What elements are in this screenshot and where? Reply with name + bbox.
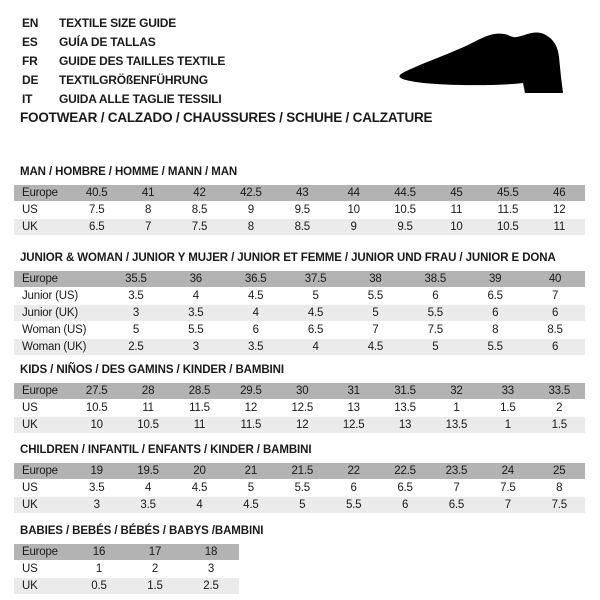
size-cell: 13.5 xyxy=(431,417,482,434)
size-cell: 43 xyxy=(277,185,328,202)
size-cell: 5 xyxy=(225,480,276,497)
size-cell: 41 xyxy=(122,185,173,202)
size-cell: 10.5 xyxy=(71,400,122,417)
size-cell: 1 xyxy=(431,400,482,417)
size-cell: 7 xyxy=(122,219,173,236)
size-cell: 23.5 xyxy=(431,463,482,480)
size-row xyxy=(14,578,239,595)
language-code: ES xyxy=(22,34,38,49)
size-cell: 19.5 xyxy=(122,463,173,480)
row-label: Woman (US) xyxy=(14,322,106,339)
size-row xyxy=(14,417,585,434)
size-cell: 11 xyxy=(174,417,225,434)
size-cell: 4 xyxy=(226,305,286,322)
size-cell: 2.5 xyxy=(183,578,239,595)
row-label: UK xyxy=(14,417,71,434)
size-cell: 4 xyxy=(286,339,346,356)
size-cell: 9.5 xyxy=(379,219,430,236)
size-cell: 11 xyxy=(122,400,173,417)
size-cell: 4 xyxy=(174,497,225,514)
size-header-row xyxy=(14,271,585,288)
size-cell: 6.5 xyxy=(431,497,482,514)
size-row xyxy=(14,288,585,305)
size-cell: 5.5 xyxy=(465,339,525,356)
size-cell: 17 xyxy=(127,544,183,561)
size-table-section xyxy=(14,363,585,434)
size-cell: 3.5 xyxy=(71,480,122,497)
size-cell: 1.5 xyxy=(534,417,585,434)
section-title: JUNIOR & WOMAN / JUNIOR Y MUJER / JUNIOR ET FEMME / JUNIOR UND FRAU / JUNIOR E DONA xyxy=(20,252,556,264)
size-cell: 35.5 xyxy=(106,271,166,288)
size-table xyxy=(14,463,585,514)
size-cell: 3.5 xyxy=(226,339,286,356)
size-cell: 4 xyxy=(166,288,226,305)
section-title: CHILDREN / INFANTIL / ENFANTS / KINDER / BAMBINI xyxy=(20,444,312,456)
size-cell: 4 xyxy=(122,480,173,497)
size-cell: 45 xyxy=(431,185,482,202)
size-cell: 11 xyxy=(431,202,482,219)
section-title: MAN / HOMBRE / HOMME / MANN / MAN xyxy=(20,166,238,178)
row-label: Europe xyxy=(14,383,71,400)
size-cell: 4.5 xyxy=(226,288,286,305)
size-cell: 21.5 xyxy=(277,463,328,480)
size-cell: 31.5 xyxy=(379,383,430,400)
size-cell: 16 xyxy=(71,544,127,561)
size-cell: 4.5 xyxy=(286,305,346,322)
size-cell: 8 xyxy=(225,219,276,236)
size-table-section xyxy=(14,443,585,514)
size-cell: 11.5 xyxy=(174,400,225,417)
size-cell: 40 xyxy=(525,271,585,288)
size-cell: 42.5 xyxy=(225,185,276,202)
size-cell: 28 xyxy=(122,383,173,400)
size-cell: 39 xyxy=(465,271,525,288)
size-cell: 11.5 xyxy=(225,417,276,434)
size-cell: 3 xyxy=(166,339,226,356)
size-header-row xyxy=(14,463,585,480)
size-cell: 36 xyxy=(166,271,226,288)
row-label: US xyxy=(14,202,71,219)
row-label: Europe xyxy=(14,271,106,288)
size-cell: 7.5 xyxy=(71,202,122,219)
row-label: Junior (UK) xyxy=(14,305,106,322)
size-cell: 10.5 xyxy=(122,417,173,434)
row-label: Europe xyxy=(14,544,71,561)
size-cell: 38.5 xyxy=(405,271,465,288)
size-cell: 5 xyxy=(106,322,166,339)
size-cell: 2.5 xyxy=(106,339,166,356)
size-cell: 5 xyxy=(286,288,346,305)
size-cell: 9 xyxy=(225,202,276,219)
size-table-section xyxy=(14,524,585,595)
size-cell: 6 xyxy=(379,497,430,514)
size-cell: 5.5 xyxy=(328,497,379,514)
size-cell: 36.5 xyxy=(226,271,286,288)
language-text: TEXTILGRÖßENFÜHRUNG xyxy=(59,72,208,87)
size-cell: 19 xyxy=(71,463,122,480)
size-table-section xyxy=(14,251,585,356)
size-cell: 4.5 xyxy=(174,480,225,497)
size-cell: 7.5 xyxy=(405,322,465,339)
size-cell: 44 xyxy=(328,185,379,202)
row-label: US xyxy=(14,400,71,417)
language-row-es xyxy=(22,32,225,51)
size-cell: 12.5 xyxy=(277,400,328,417)
size-cell: 3.5 xyxy=(122,497,173,514)
size-cell: 12 xyxy=(277,417,328,434)
size-cell: 22 xyxy=(328,463,379,480)
size-cell: 6.5 xyxy=(379,480,430,497)
size-cell: 7 xyxy=(482,497,533,514)
size-cell: 29.5 xyxy=(225,383,276,400)
size-table xyxy=(14,383,585,434)
size-cell: 30 xyxy=(277,383,328,400)
size-cell: 6 xyxy=(525,339,585,356)
size-cell: 7 xyxy=(346,322,406,339)
size-cell: 5.5 xyxy=(166,322,226,339)
size-cell: 6.5 xyxy=(286,322,346,339)
size-cell: 5 xyxy=(277,497,328,514)
language-code: FR xyxy=(22,53,38,68)
size-cell: 7.5 xyxy=(534,497,585,514)
size-table xyxy=(14,544,239,595)
size-cell: 11.5 xyxy=(482,202,533,219)
size-cell: 5.5 xyxy=(277,480,328,497)
size-cell: 12 xyxy=(225,400,276,417)
language-code: DE xyxy=(22,72,39,87)
language-text: GUÍA DE TALLAS xyxy=(59,34,156,49)
size-cell: 18 xyxy=(183,544,239,561)
size-cell: 3.5 xyxy=(166,305,226,322)
row-label: US xyxy=(14,480,71,497)
row-label: US xyxy=(14,561,71,578)
size-cell: 33.5 xyxy=(534,383,585,400)
size-cell: 7 xyxy=(431,480,482,497)
size-cell: 42 xyxy=(174,185,225,202)
row-label: Junior (US) xyxy=(14,288,106,305)
size-row xyxy=(14,339,585,356)
size-cell: 6 xyxy=(328,480,379,497)
row-label: UK xyxy=(14,578,71,595)
size-cell: 4.5 xyxy=(225,497,276,514)
size-cell: 31 xyxy=(328,383,379,400)
size-cell: 8.5 xyxy=(174,202,225,219)
size-header-row xyxy=(14,383,585,400)
size-cell: 10.5 xyxy=(482,219,533,236)
size-cell: 6 xyxy=(226,322,286,339)
size-cell: 8 xyxy=(465,322,525,339)
row-label: Europe xyxy=(14,463,71,480)
size-header-row xyxy=(14,544,239,561)
size-cell: 10.5 xyxy=(379,202,430,219)
size-cell: 9 xyxy=(328,219,379,236)
size-row xyxy=(14,202,585,219)
size-cell: 3 xyxy=(71,497,122,514)
size-cell: 3.5 xyxy=(106,288,166,305)
size-cell: 40.5 xyxy=(71,185,122,202)
size-cell: 38 xyxy=(346,271,406,288)
size-row xyxy=(14,400,585,417)
size-row xyxy=(14,305,585,322)
row-label: UK xyxy=(14,497,71,514)
language-row-de xyxy=(22,70,225,89)
size-cell: 1.5 xyxy=(127,578,183,595)
size-cell: 8.5 xyxy=(525,322,585,339)
size-cell: 10 xyxy=(71,417,122,434)
size-cell: 8 xyxy=(534,480,585,497)
size-cell: 1 xyxy=(482,417,533,434)
size-cell: 5.5 xyxy=(346,288,406,305)
section-title: KIDS / NIÑOS / DES GAMINS / KINDER / BAMBINI xyxy=(20,364,284,376)
size-row xyxy=(14,322,585,339)
size-cell: 12.5 xyxy=(328,417,379,434)
section-title: BABIES / BEBÉS / BÉBÉS / BABYS /BAMBINI xyxy=(20,525,264,537)
size-cell: 1.5 xyxy=(482,400,533,417)
row-label: Woman (UK) xyxy=(14,339,106,356)
size-cell: 13 xyxy=(328,400,379,417)
size-row xyxy=(14,480,585,497)
size-cell: 8 xyxy=(122,202,173,219)
size-cell: 6 xyxy=(525,305,585,322)
size-cell: 2 xyxy=(534,400,585,417)
size-cell: 6.5 xyxy=(71,219,122,236)
size-cell: 5 xyxy=(346,305,406,322)
dress-shoe-icon xyxy=(394,27,576,97)
size-cell: 27.5 xyxy=(71,383,122,400)
size-cell: 10 xyxy=(431,219,482,236)
size-cell: 4.5 xyxy=(346,339,406,356)
size-cell: 7.5 xyxy=(174,219,225,236)
size-cell: 10 xyxy=(328,202,379,219)
size-cell: 3 xyxy=(106,305,166,322)
size-cell: 5.5 xyxy=(405,305,465,322)
size-cell: 44.5 xyxy=(379,185,430,202)
size-cell: 0.5 xyxy=(71,578,127,595)
size-cell: 24 xyxy=(482,463,533,480)
language-list xyxy=(22,13,225,108)
language-text: GUIDE DES TAILLES TEXTILE xyxy=(59,53,226,68)
size-cell: 5 xyxy=(405,339,465,356)
size-cell: 37.5 xyxy=(286,271,346,288)
size-table xyxy=(14,185,585,236)
row-label: UK xyxy=(14,219,71,236)
size-row xyxy=(14,497,585,514)
language-row-en xyxy=(22,13,225,32)
language-row-it xyxy=(22,89,225,108)
size-cell: 7 xyxy=(525,288,585,305)
size-cell: 1 xyxy=(71,561,127,578)
size-header-row xyxy=(14,185,585,202)
language-code: IT xyxy=(22,91,33,106)
size-table xyxy=(14,271,585,356)
size-row xyxy=(14,219,585,236)
size-cell: 9.5 xyxy=(277,202,328,219)
size-cell: 7.5 xyxy=(482,480,533,497)
size-cell: 6 xyxy=(405,288,465,305)
size-cell: 25 xyxy=(534,463,585,480)
row-label: Europe xyxy=(14,185,71,202)
size-cell: 45.5 xyxy=(482,185,533,202)
category-title: FOOTWEAR / CALZADO / CHAUSSURES / SCHUHE / CALZATURE xyxy=(20,110,433,125)
size-cell: 12 xyxy=(534,202,585,219)
size-cell: 6 xyxy=(465,305,525,322)
size-cell: 6.5 xyxy=(465,288,525,305)
size-cell: 33 xyxy=(482,383,533,400)
size-row xyxy=(14,561,239,578)
size-cell: 22.5 xyxy=(379,463,430,480)
size-cell: 32 xyxy=(431,383,482,400)
size-cell: 2 xyxy=(127,561,183,578)
size-cell: 13 xyxy=(379,417,430,434)
size-cell: 3 xyxy=(183,561,239,578)
language-code: EN xyxy=(22,15,39,30)
language-text: GUIDA ALLE TAGLIE TESSILI xyxy=(59,91,222,106)
size-table-section xyxy=(14,165,585,236)
language-text: TEXTILE SIZE GUIDE xyxy=(59,15,177,30)
size-cell: 13.5 xyxy=(379,400,430,417)
size-cell: 8.5 xyxy=(277,219,328,236)
size-cell: 46 xyxy=(534,185,585,202)
size-cell: 20 xyxy=(174,463,225,480)
language-row-fr xyxy=(22,51,225,70)
size-cell: 28.5 xyxy=(174,383,225,400)
size-cell: 11 xyxy=(534,219,585,236)
size-cell: 21 xyxy=(225,463,276,480)
